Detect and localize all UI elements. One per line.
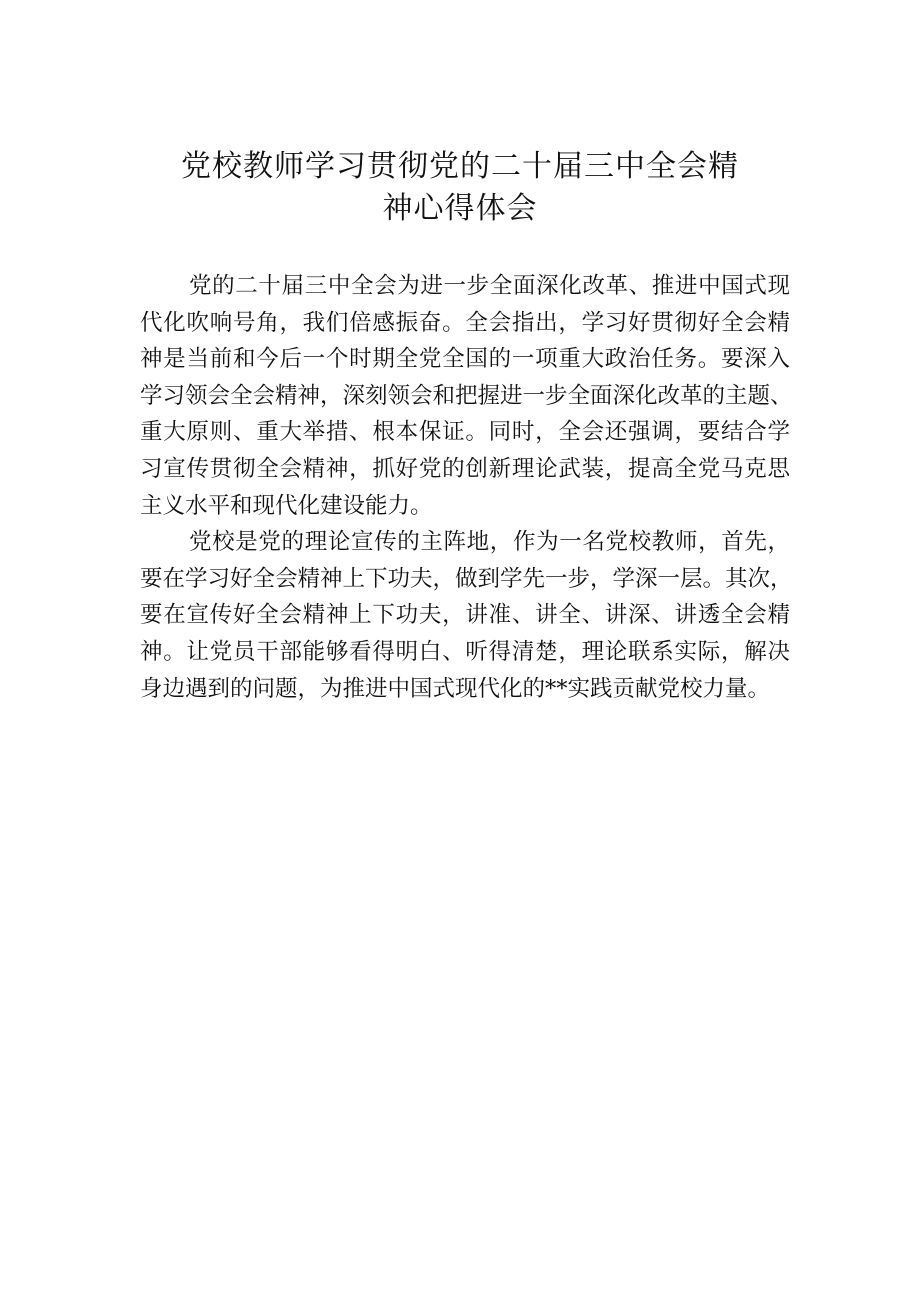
paragraph-line: 党校是党的理论宣传的主阵地，作为一名党校教师，首先， — [189, 529, 790, 556]
paragraph-line: 代化吹响号角，我们倍感振奋。全会指出，学习好贯彻好全会精 — [140, 309, 790, 336]
document-title — [140, 146, 780, 230]
title-line-1: 党校教师学习贯彻党的二十届三中全会精 — [181, 149, 739, 184]
document-body — [140, 268, 793, 707]
paragraph-line: 重大原则、重大举措、根本保证。同时，全会还强调，要结合学 — [140, 419, 790, 446]
paragraph-line: 主义水平和现代化建设能力。 — [140, 492, 433, 519]
paragraph-line: 学习领会全会精神，深刻领会和把握进一步全面深化改革的主题、 — [140, 382, 793, 409]
paragraph-line: 要在宣传好全会精神上下功夫，讲准、讲全、讲深、讲透全会精 — [140, 602, 790, 629]
paragraph-line: 身边遇到的问题，为推进中国式现代化的**实践贡献党校力量。 — [140, 675, 771, 702]
paragraph-line: 党的二十届三中全会为进一步全面深化改革、推进中国式现 — [189, 273, 790, 299]
paragraph-line: 神。让党员干部能够看得明白、听得清楚，理论联系实际，解决 — [140, 638, 790, 665]
paragraph-2 — [140, 524, 793, 707]
paragraph-line: 神是当前和今后一个时期全党全国的一项重大政治任务。要深入 — [140, 346, 790, 373]
title-line-2: 神心得体会 — [382, 191, 538, 226]
paragraph-line: 习宣传贯彻全会精神，抓好党的创新理论武装，提高全党马克思 — [140, 455, 790, 482]
paragraph-1 — [140, 268, 793, 524]
paragraph-line: 要在学习好全会精神上下功夫，做到学先一步，学深一层。其次， — [140, 565, 793, 592]
